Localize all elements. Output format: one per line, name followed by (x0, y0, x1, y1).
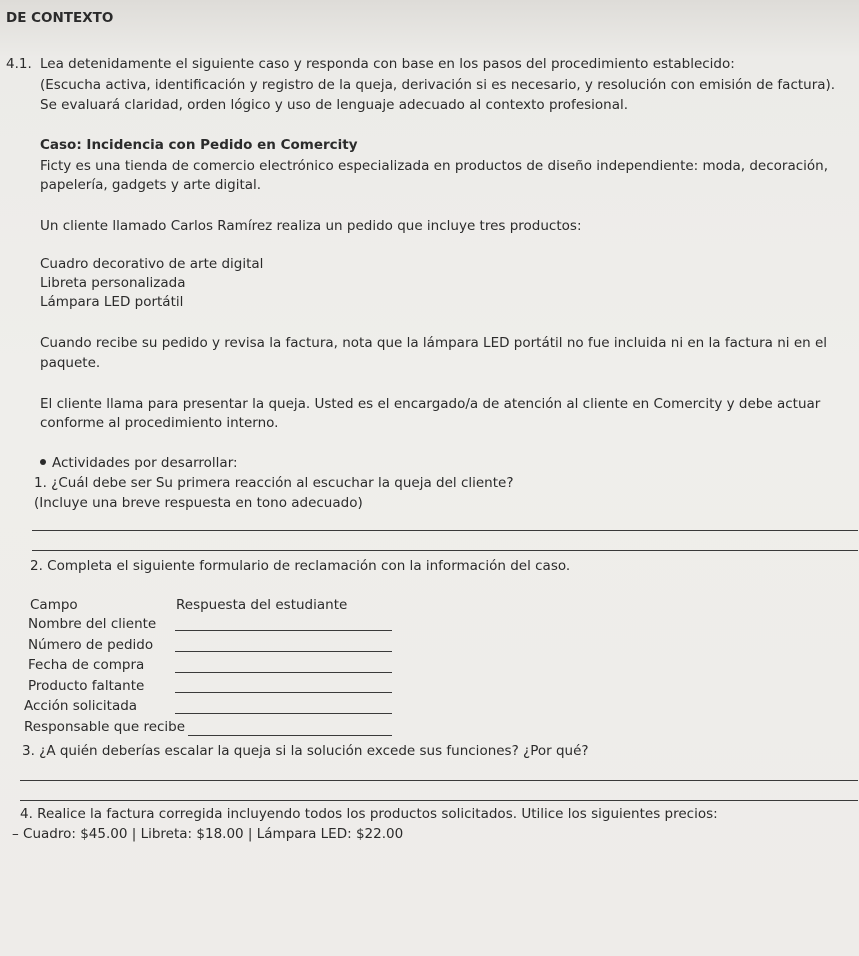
question-instruction: Lea detenidamente el siguiente caso y responda con base en los pasos del procedimiento establecido: (40, 56, 735, 72)
answer-line[interactable] (32, 530, 858, 531)
question-3: 3. ¿A quién deberías escalar la queja si la solución excede sus funciones? ¿Por qué? (22, 743, 589, 759)
question-1: 1. ¿Cuál debe ser Su primera reacción al escuchar la queja del cliente? (34, 475, 514, 491)
product-item: Libreta personalizada (40, 275, 186, 291)
form-field-input[interactable] (175, 713, 392, 714)
call-description: El cliente llama para presentar la queja. Usted es el encargado/a de atención al cliente en Comercity y debe actuar (40, 396, 821, 412)
form-field-input[interactable] (175, 672, 392, 673)
activities-heading (40, 455, 238, 471)
question-1-hint: (Incluye una breve respuesta en tono adecuado) (34, 495, 363, 511)
form-field-input[interactable] (175, 651, 392, 652)
question-number: 4.1. (6, 56, 32, 72)
answer-line[interactable] (32, 550, 858, 551)
form-field-label: Nombre del cliente (28, 616, 157, 632)
form-field-label: Número de pedido (28, 637, 154, 653)
form-field-label: Acción solicitada (24, 698, 138, 714)
form-field-input[interactable] (175, 630, 392, 631)
form-field-input[interactable] (175, 692, 392, 693)
activities-heading-text: Actividades por desarrollar: (52, 455, 238, 471)
order-description: Un cliente llamado Carlos Ramírez realiza un pedido que incluye tres productos: (40, 218, 582, 234)
answer-line[interactable] (20, 780, 858, 781)
form-field-label: Producto faltante (28, 678, 145, 694)
product-item: Lámpara LED portátil (40, 294, 184, 310)
form-field-label: Fecha de compra (28, 657, 145, 673)
price-list: – Cuadro: $45.00 | Libreta: $18.00 | Lámpara LED: $22.00 (12, 826, 404, 842)
form-header-answer: Respuesta del estudiante (176, 597, 348, 613)
form-field-input[interactable] (188, 735, 392, 736)
question-2: 2. Completa el siguiente formulario de reclamación con la información del caso. (30, 558, 571, 574)
question-4: 4. Realice la factura corregida incluyendo todos los productos solicitados. Utilice los siguientes precios: (20, 806, 718, 822)
procedure-steps: (Escucha activa, identificación y registro de la queja, derivación si es necesario, y resolución con emisión de factura). (40, 77, 836, 93)
case-intro: Ficty es una tienda de comercio electrónico especializada en productos de diseño independiente: moda, decoración, (40, 158, 829, 174)
evaluation-criteria: Se evaluará claridad, orden lógico y uso de lenguaje adecuado al contexto profesional. (40, 97, 629, 113)
section-title: DE CONTEXTO (6, 10, 114, 26)
bullet-icon (40, 459, 46, 465)
issue-description: Cuando recibe su pedido y revisa la factura, nota que la lámpara LED portátil no fue incluida ni en la factura ni en el (40, 335, 828, 351)
product-item: Cuadro decorativo de arte digital (40, 256, 264, 272)
answer-line[interactable] (20, 800, 858, 801)
call-description-cont: conforme al procedimiento interno. (40, 415, 279, 431)
case-intro-cont: papelería, gadgets y arte digital. (40, 177, 262, 193)
form-field-label: Responsable que recibe (24, 719, 186, 735)
issue-description-cont: paquete. (40, 355, 101, 371)
case-title: Caso: Incidencia con Pedido en Comercity (40, 137, 358, 153)
form-header-field: Campo (30, 597, 78, 613)
